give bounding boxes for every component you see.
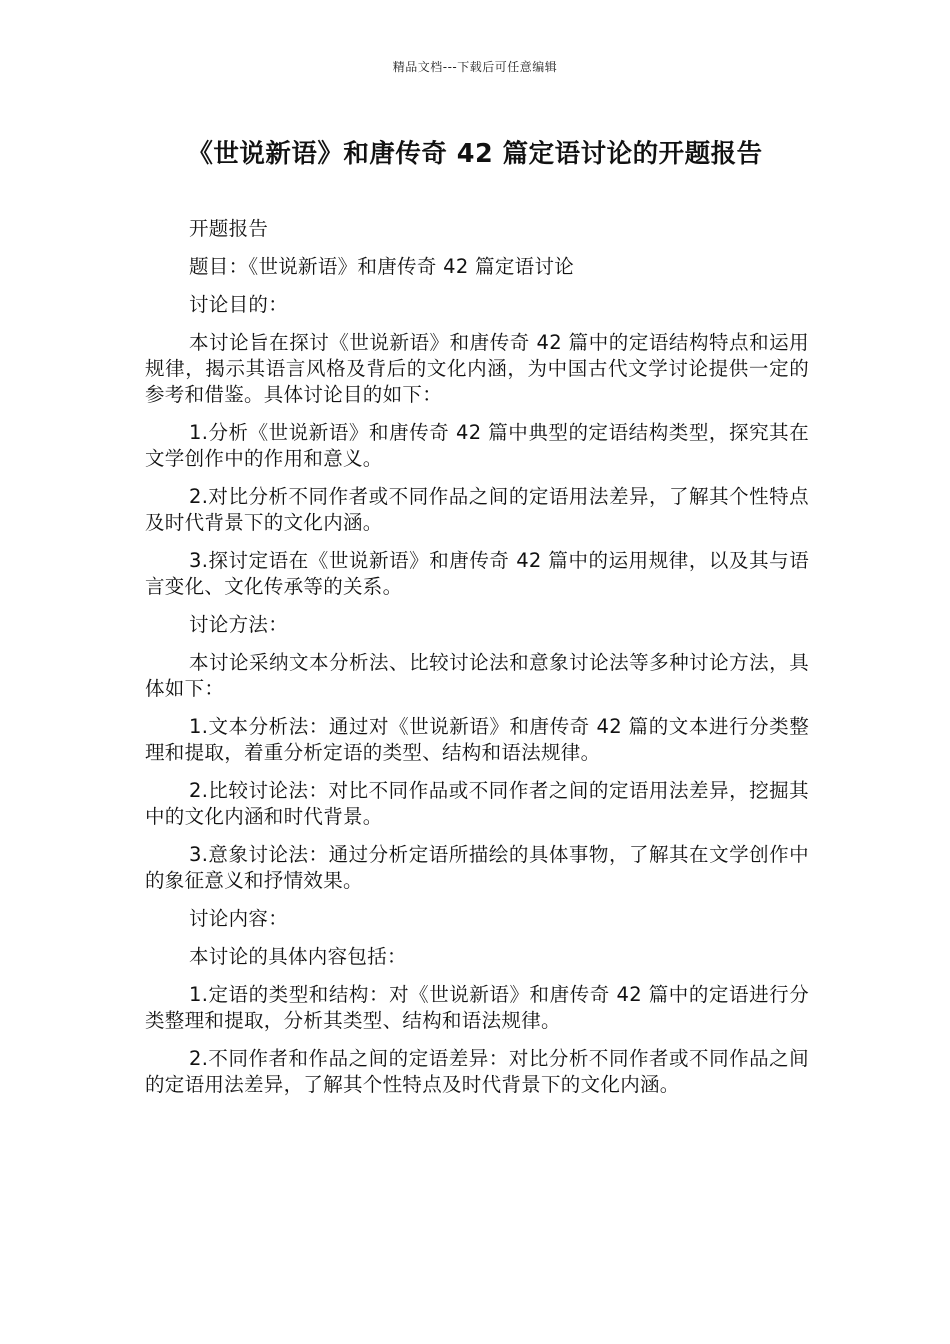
content-item-2: 2.不同作者和作品之间的定语差异：对比分析不同作者或不同作品之间的定语用法差异，了解其个性特点及时代背景下的文化内涵。 [145, 1047, 809, 1096]
heading-purpose: 讨论目的： [189, 293, 289, 316]
document-body [145, 216, 809, 1110]
paragraph-report-label: 开题报告 [189, 217, 269, 240]
content-item-1: 1.定语的类型和结构：对《世说新语》和唐传奇 42 篇中的定语进行分类整理和提取，分析其类型、结构和语法规律。 [145, 983, 809, 1032]
paragraph-method-intro: 本讨论采纳文本分析法、比较讨论法和意象讨论法等多种讨论方法，具体如下： [145, 651, 809, 700]
purpose-item-3: 3.探讨定语在《世说新语》和唐传奇 42 篇中的运用规律，以及其与语言变化、文化传承等的关系。 [145, 549, 809, 598]
purpose-item-2: 2.对比分析不同作者或不同作品之间的定语用法差异，了解其个性特点及时代背景下的文化内涵。 [145, 485, 809, 534]
method-item-2: 2.比较讨论法：对比不同作品或不同作者之间的定语用法差异，挖掘其中的文化内涵和时代背景。 [145, 779, 809, 828]
purpose-item-1: 1.分析《世说新语》和唐传奇 42 篇中典型的定语结构类型，探究其在文学创作中的作用和意义。 [145, 421, 809, 470]
header-note: 精品文档---下载后可任意编辑 [392, 60, 558, 74]
paragraph-topic: 题目：《世说新语》和唐传奇 42 篇定语讨论 [189, 255, 575, 278]
document-title: 《世说新语》和唐传奇 42 篇定语讨论的开题报告 [187, 139, 763, 169]
paragraph-purpose-intro: 本讨论旨在探讨《世说新语》和唐传奇 42 篇中的定语结构特点和运用规律，揭示其语言风格及背后的文化内涵，为中国古代文学讨论提供一定的参考和借鉴。具体讨论目的如下： [145, 331, 809, 406]
method-item-1: 1.文本分析法：通过对《世说新语》和唐传奇 42 篇的文本进行分类整理和提取，着重分析定语的类型、结构和语法规律。 [145, 715, 809, 764]
heading-method: 讨论方法： [189, 613, 289, 636]
heading-content: 讨论内容： [189, 907, 289, 930]
method-item-3: 3.意象讨论法：通过分析定语所描绘的具体事物，了解其在文学创作中的象征意义和抒情效果。 [145, 843, 809, 892]
paragraph-content-intro: 本讨论的具体内容包括： [189, 945, 407, 968]
